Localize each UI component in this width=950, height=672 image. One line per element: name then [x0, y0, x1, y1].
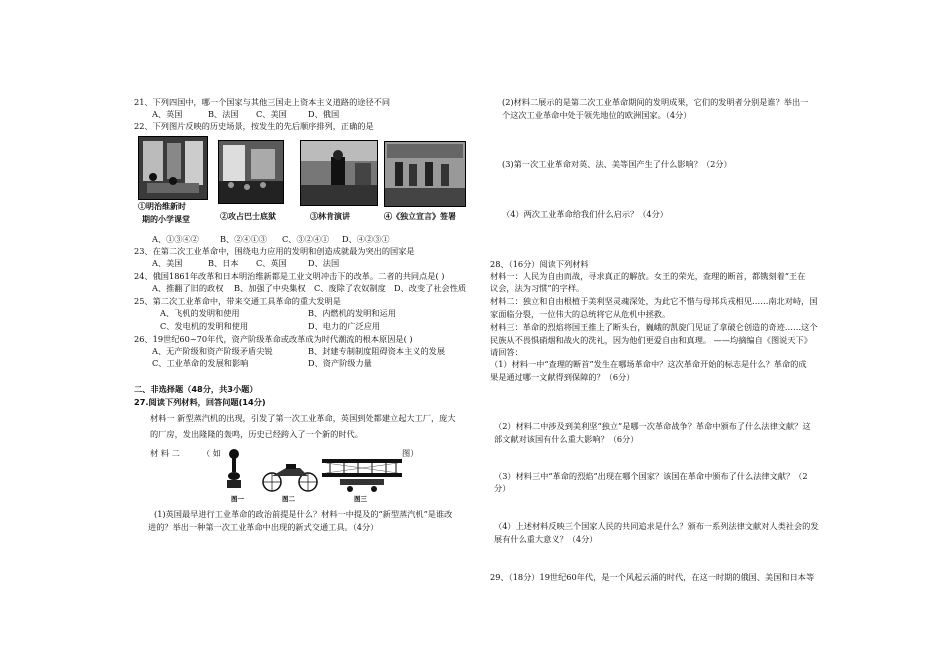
q28-2-b: 部文献对该国有什么重大影响？（6分） [494, 434, 639, 444]
caption-image-3: ③林肯演讲 [310, 211, 350, 221]
q24-option-d: D、改变了社会性质 [394, 283, 467, 293]
q27-2-line2: 个这次工业革命中处于领先地位的欧洲国家。（4分） [502, 110, 692, 120]
question-25: 25、第二次工业革命中，带来交通工具革命的重大发明是 [134, 296, 341, 306]
q22-option-d: D、④②③① [342, 234, 390, 244]
q28-4-a: （4）上述材料反映三个国家人民的共同追求是什么？颁布一系列法律文献对人类社会的发 [494, 521, 819, 531]
q28-1-a: （1）材料一中“查理的断首”发生在哪场革命中？这次革命开始的标志是什么？革命的成 [490, 359, 807, 369]
question-29: 29、（18分）19世纪60年代，是一个风起云涌的时代，在这一时期的俄国、美国和日本等 [490, 572, 815, 582]
question-28: 28、（16分）阅读下列材料 [490, 259, 589, 269]
q21-option-b: B、法国 [208, 109, 239, 119]
figure-3-label: 图三 [354, 495, 367, 503]
q25-option-a: A、飞机的发明和使用 [160, 308, 240, 318]
q25-option-c: C、发电机的发明和使用 [160, 321, 249, 331]
q26-option-d: D、资产阶级力量 [308, 358, 372, 368]
question-22: 22、下列图片反映的历史场景，按发生的先后顺序排列，正确的是 [134, 121, 374, 131]
q22-option-c: C、③②④① [282, 234, 330, 244]
q25-option-d: D、电力的广泛应用 [308, 321, 381, 331]
q23-option-b: B、日本 [208, 258, 239, 268]
q24-option-c: C、废除了农奴制度 [314, 283, 386, 293]
q27-material-1-line2: 的厂房，发出隆隆的轰鸣，历史已经跨入了一个新的时代。 [150, 429, 363, 439]
question-24: 24、俄国1861年改革和日本明治维新都是工业文明冲击下的改革。二者的共同点是( ) [134, 271, 445, 281]
figure-2-label: 图二 [282, 495, 295, 503]
q28-material-2-a: 材料二：独立和自由根植于美利坚灵魂深处，为此它不惜与母邦兵戎相见……南北对峙，国 [490, 296, 818, 306]
automobile-figure [260, 460, 320, 492]
lincoln-speech-image [300, 140, 378, 206]
q24-option-a: A、推翻了旧的政权 [152, 283, 224, 293]
q27-material-2-label: 材 料 二 [150, 448, 180, 458]
declaration-signing-image [384, 141, 466, 207]
airplane-figure [320, 457, 404, 493]
q21-option-a: A、英国 [152, 109, 183, 119]
q21-option-c: C、美国 [256, 109, 287, 119]
q23-option-c: C、英国 [256, 258, 287, 268]
q27-material-2-paren-open: （ 如 [202, 448, 221, 458]
q27-4: （4）两次工业革命给我们什么启示？（4分） [502, 209, 668, 219]
q25-option-b: B、内燃机的发明和运用 [308, 308, 396, 318]
q28-3-b: 分） [494, 483, 511, 493]
figure-1-label: 图一 [231, 495, 244, 503]
q27-material-1-line1: 材料一 新型蒸汽机的出现，引发了第一次工业革命，英国到处都建立起大工厂，庞大 [150, 413, 456, 423]
q28-material-2-b: 家面临分裂，一位伟大的总统将它从危机中拯救。 [490, 309, 671, 319]
q28-3-a: （3）材料三中“革命的烈焰”出现在哪个国家？该国在革命中颁布了什么法律文献？（2 [494, 471, 808, 481]
q23-option-a: A、美国 [152, 258, 183, 268]
telephone-figure [223, 448, 245, 490]
q26-option-a: A、无产阶级和资产阶级矛盾尖锐 [152, 346, 273, 356]
question-21: 21、下列四国中，哪一个国家与其他三国走上资本主义道路的途径不同 [134, 97, 391, 107]
q24-option-b: B、加强了中央集权 [234, 283, 306, 293]
question-23: 23、在第二次工业革命中，围绕电力应用的发明和创造成就最为突出的国家是 [134, 246, 415, 256]
q28-1-b: 果是通过哪一文献得到保障的？（6分） [490, 372, 635, 382]
q28-2-a: （2）材料二中涉及到美利坚“独立”是哪一次革命战争？革命中颁布了什么法律文献？这 [494, 421, 811, 431]
q22-option-b: B、②④①③ [220, 234, 267, 244]
q28-material-3-b: 民族从不畏惧硝烟和战火的洗礼，因为他们更爱自由和真理。 ——均摘编自《图说天下》 [490, 335, 812, 345]
q27-2-line1: (2)材料二展示的是第二次工业革命期间的发明成果，它们的发明者分别是谁？举出一 [502, 97, 809, 107]
caption-image-1-line1: ①明治维新时 [138, 201, 186, 211]
meiji-classroom-image [138, 136, 208, 200]
caption-image-2: ②攻占巴士底狱 [220, 211, 276, 221]
q28-material-1-b: 议会，法为习惯”的字样。 [490, 283, 585, 293]
q26-option-b: B、封建专制制度阻碍资本主义的发展 [308, 346, 446, 356]
q28-please-answer: 请回答： [490, 347, 523, 357]
section-heading-2: 二、非选择题（48分，共3小题） [134, 384, 258, 394]
q27-1-line1: (1)英国最早进行工业革命的政治前提是什么？材料一中提及的“新型蒸汽机”是谁改 [154, 509, 453, 519]
q27-1-line2: 进的？举出一种第一次工业革命中出现的新式交通工具。（4分） [148, 522, 379, 532]
q21-option-d: D、俄国 [308, 109, 340, 119]
q26-option-c: C、工业革命的发展和影响 [152, 358, 249, 368]
q28-4-b: 展有什么重大意义？（4分） [494, 534, 598, 544]
q28-material-1-a: 材料一：人民为自由而战，寻求真正的解放。女王的荣光，查理的断首，都镌刻着“王在 [490, 271, 806, 281]
caption-image-4: ④《独立宣言》签署 [384, 211, 456, 221]
q23-option-d: D、法国 [308, 258, 340, 268]
caption-image-1-line2: 期的小学课堂 [142, 214, 190, 224]
question-26: 26、19世纪60~70年代，资产阶级革命或改革成为时代潮流的根本原因是( ) [134, 334, 413, 344]
q27-3: (3)第一次工业革命对英、法、美等国产生了什么影响？（2分） [502, 159, 732, 169]
question-27: 27.阅读下列材料，回答问题(14分) [134, 397, 266, 407]
bastille-image [218, 140, 284, 204]
q28-material-3-a: 材料三：革命的烈焰将国王推上了断头台，巍峨的凯旋门见证了拿破仑创造的奇迹……这个 [490, 322, 818, 332]
q22-option-a: A、①③④② [152, 234, 199, 244]
q27-material-2-paren-close: 图） [402, 448, 419, 458]
